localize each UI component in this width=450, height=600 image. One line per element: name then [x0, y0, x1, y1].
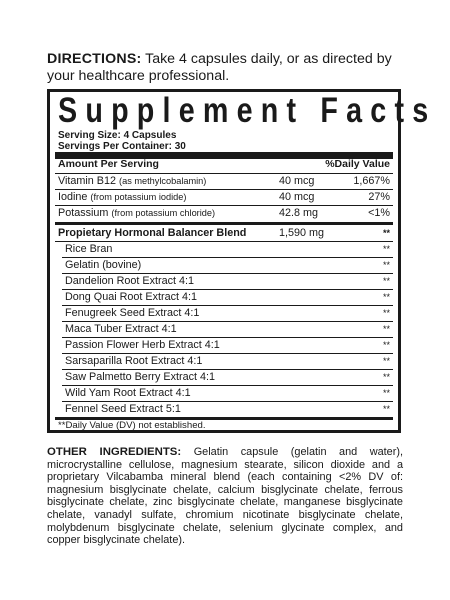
ingredient-row — [65, 258, 390, 273]
ingredient-row — [65, 242, 390, 257]
directions-body: Take 4 capsules daily, or as directed by your healthcare professional. — [47, 51, 392, 84]
ingredient-row — [65, 386, 390, 401]
ingredient-name: Fenugreek Seed Extract 4:1 — [65, 307, 200, 319]
ingredient-dv: ** — [382, 260, 390, 270]
other-ingredients — [47, 446, 403, 547]
nutrient-dv: 27% — [368, 191, 390, 203]
blend-dv: ** — [382, 228, 390, 238]
nutrient-amount: 40 mcg — [279, 191, 315, 203]
nutrient-name: Vitamin B12 — [58, 175, 117, 187]
servings-per-container: Servings Per Container: 30 — [58, 141, 186, 152]
blend-amount: 1,590 mg — [279, 227, 325, 239]
ingredient-row — [65, 370, 390, 385]
nutrient-dv: <1% — [368, 207, 390, 219]
directions-label: DIRECTIONS: — [47, 51, 142, 67]
ingredient-row — [65, 338, 390, 353]
nutrient-name: Iodine — [58, 191, 88, 203]
nutrient-source: (as methylcobalamin) — [119, 176, 207, 186]
nutrient-dv: 1,667% — [353, 175, 390, 187]
nutrient-row — [58, 190, 390, 205]
nutrient-source: (from potassium chloride) — [111, 208, 216, 218]
ingredient-dv: ** — [382, 308, 390, 318]
supplement-facts-title: Supplement Facts — [58, 91, 437, 130]
ingredient-dv: ** — [382, 388, 390, 398]
ingredient-name: Wild Yam Root Extract 4:1 — [65, 387, 191, 399]
daily-value-label: %Daily Value — [325, 158, 390, 170]
ingredient-name: Dong Quai Root Extract 4:1 — [65, 291, 198, 303]
blend-name: Propietary Hormonal Balancer Blend — [58, 227, 247, 239]
ingredient-dv: ** — [382, 356, 390, 366]
ingredient-row — [65, 402, 390, 417]
ingredient-dv: ** — [382, 404, 390, 414]
ingredient-row — [65, 290, 390, 305]
serving-size: Serving Size: 4 Capsules — [58, 130, 177, 141]
nutrient-row — [58, 174, 390, 189]
ingredient-row — [65, 354, 390, 369]
ingredient-dv: ** — [382, 372, 390, 382]
ingredient-dv: ** — [382, 324, 390, 334]
blend-row — [58, 226, 390, 241]
nutrient-amount: 42.8 mg — [279, 207, 319, 219]
nutrient-name: Potassium — [58, 207, 109, 219]
directions-text — [47, 51, 407, 85]
ingredient-name: Saw Palmetto Berry Extract 4:1 — [65, 371, 216, 383]
ingredient-name: Rice Bran — [65, 243, 113, 255]
ingredient-dv: ** — [382, 292, 390, 302]
ingredient-name: Passion Flower Herb Extract 4:1 — [65, 339, 220, 351]
nutrient-source: (from potassium iodide) — [90, 192, 187, 202]
ingredient-name: Fennel Seed Extract 5:1 — [65, 403, 181, 415]
supplement-facts-panel — [47, 89, 437, 433]
ingredient-dv: ** — [382, 244, 390, 254]
ingredient-name: Sarsaparilla Root Extract 4:1 — [65, 355, 203, 367]
ingredient-dv: ** — [382, 340, 390, 350]
amount-header — [58, 158, 390, 172]
ingredient-dv: ** — [382, 276, 390, 286]
nutrient-amount: 40 mcg — [279, 175, 315, 187]
nutrient-row — [58, 206, 390, 221]
ingredient-row — [65, 322, 390, 337]
amount-per-serving-label: Amount Per Serving — [58, 158, 159, 170]
other-ingredients-label: OTHER INGREDIENTS: — [47, 446, 182, 458]
other-ingredients-body: Gelatin capsule (gelatin and water), microcrystalline cellulose, magnesium stearate, silicon dioxide and a proprietary Vilcabamba mineral blend (each containing <2% DV of: magnesium bisglycinate chelate, calcium bisglycinate chelate, ferrous bisglycinate chelate, zinc bisglycinate chelate, manganese bisglycinate chelate, vanadyl sulfate, chromium nicotinate bisglycinate chelate, molybdenum bisglycinate chelate, selenium glycinate complex, and copper bisglycinate chelate). — [47, 446, 404, 547]
daily-value-footnote: **Daily Value (DV) not established. — [58, 420, 206, 431]
ingredient-row — [65, 306, 390, 321]
ingredient-name: Dandelion Root Extract 4:1 — [65, 275, 195, 287]
ingredient-name: Maca Tuber Extract 4:1 — [65, 323, 177, 335]
divider — [55, 222, 393, 225]
ingredient-row — [65, 274, 390, 289]
ingredient-name: Gelatin (bovine) — [65, 259, 142, 271]
